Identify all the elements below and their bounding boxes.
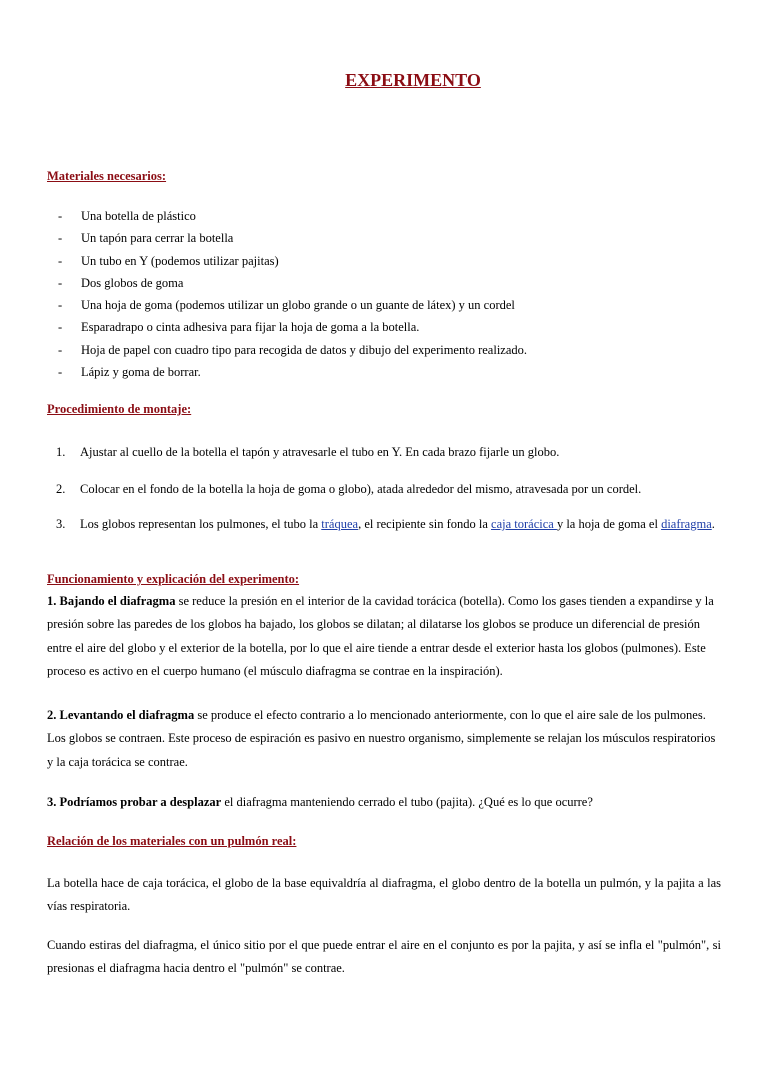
dash-bullet: - [58, 231, 63, 246]
procedure-step: 1. Ajustar al cuello de la botella el tapón y atravesarle el tubo en Y. En cada brazo fijarle un globo. [56, 445, 560, 459]
dash-bullet: - [58, 275, 63, 290]
explanation-paragraph-3: 3. Podríamos probar a desplazar el diafragma manteniendo cerrado el tubo (pajita). ¿Qué es lo que ocurre? [47, 795, 593, 809]
relation-heading: Relación de los materiales con un pulmón real: [47, 834, 297, 848]
paragraph-lead: 1. Bajando el diafragma [47, 594, 176, 608]
explanation-paragraph-1: 1. Bajando el diafragma se reduce la presión en el interior de la cavidad torácica (botella). Como los gases tienden a expandirse y la presión sobre las paredes de los globos ha bajado, los globos se dilatan; al dilatarse los globos se produce un diferencial de presión entre el aire del globo y el exterior de la botella, por lo que el aire tiende a entrar desde el exterior hasta los globos (pulmones). Este proceso es activo en el cuerpo humano (el músculo diafragma se contrae en la inspiración). [47, 594, 714, 679]
list-item: - Dos globos de goma [47, 272, 721, 294]
procedure-heading: Procedimiento de montaje: [47, 402, 192, 416]
materials-list [47, 205, 721, 383]
procedure-step: 3. Los globos representan los pulmones, el tubo la tráquea, el recipiente sin fondo la caja torácica y la hoja de goma el diafragma. [56, 517, 715, 531]
list-item: - Esparadrapo o cinta adhesiva para fijar la hoja de goma a la botella. [47, 316, 721, 338]
paragraph-lead: 3. Podríamos probar a desplazar [47, 795, 222, 809]
link-traquea[interactable]: tráquea [321, 517, 359, 531]
relation-paragraph-1: La botella hace de caja torácica, el globo de la base equivaldría al diafragma, el globo dentro de la botella un pulmón, y la pajita a las vías respiratoria. [47, 876, 721, 914]
list-item: - Una hoja de goma (podemos utilizar un globo grande o un guante de látex) y un cordel [47, 294, 721, 316]
link-caja-toracica[interactable]: caja torácica [491, 517, 557, 531]
procedure-list [47, 478, 721, 500]
dash-bullet: - [58, 253, 63, 268]
explanation-heading: Funcionamiento y explicación del experimento: [47, 572, 300, 586]
dash-bullet: - [58, 209, 63, 223]
relation-paragraph-2: Cuando estiras del diafragma, el único sitio por el que puede entrar el aire en el conjunto es por la pajita, y así se infla el "pulmón", si presionas el diafragma hacia dentro el "pulmón" se contrae. [47, 938, 721, 976]
list-item: - Un tapón para cerrar la botella [47, 227, 721, 249]
procedure-step: 2. Colocar en el fondo de la botella la hoja de goma o globo), atada alrededor del mismo, atravesada por un cordel. [56, 482, 642, 496]
procedure-list [47, 441, 721, 463]
dash-bullet: - [58, 365, 63, 380]
paragraph-lead: 2. Levantando el diafragma [47, 708, 195, 722]
materials-heading: Materiales necesarios: [47, 169, 167, 183]
dash-bullet: - [58, 342, 63, 357]
page-title: EXPERIMENTO [345, 70, 481, 90]
list-item: - Una botella de plástico [47, 205, 721, 227]
explanation-paragraph-2: 2. Levantando el diafragma se produce el efecto contrario a lo mencionado anteriormente, con lo que el aire sale de los pulmones. Los globos se contraen. Este proceso de espiración es pasivo en nuestro organismo, simplemente se relajan los músculos respiratorios y la caja torácica se contrae. [47, 708, 716, 769]
procedure-list [47, 513, 721, 535]
dash-bullet: - [58, 320, 63, 335]
list-item: - Un tubo en Y (podemos utilizar pajitas) [47, 250, 721, 272]
list-item: - Lápiz y goma de borrar. [47, 361, 721, 383]
link-diafragma[interactable]: diafragma [661, 517, 712, 531]
dash-bullet: - [58, 298, 63, 313]
list-item: - Hoja de papel con cuadro tipo para recogida de datos y dibujo del experimento realizado. [47, 339, 721, 361]
